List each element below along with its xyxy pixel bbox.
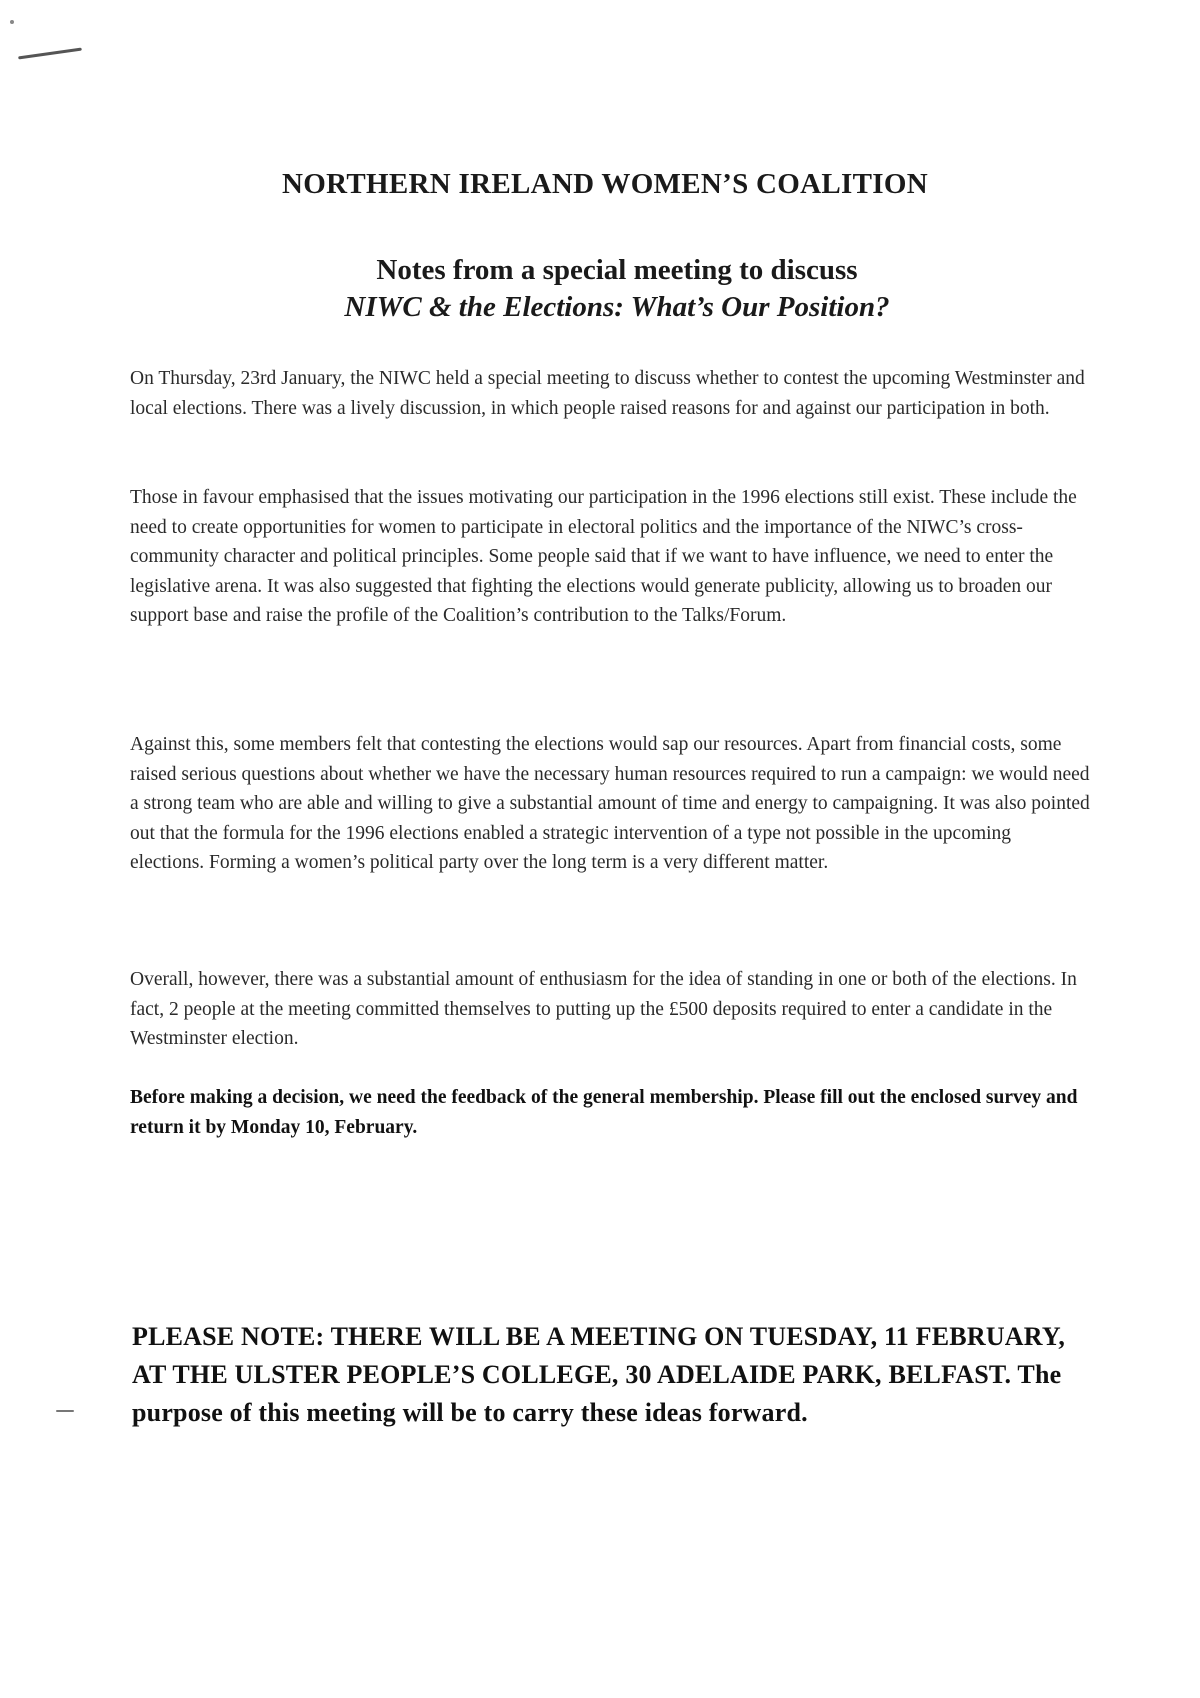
meeting-notice: PLEASE NOTE: THERE WILL BE A MEETING ON TUESDAY, 11 FEBRUARY, AT THE ULSTER PEOPLE’S COLLEGE, 30 ADELAIDE PARK, BELFAST. The purpose of this meeting will be to carry these ideas forward. [132, 1322, 1066, 1427]
scan-mark-top-left [18, 48, 82, 60]
heading-line: Notes from a special meeting to discuss [376, 254, 858, 286]
organization-title: NORTHERN IRELAND WOMEN’S COALITION [282, 168, 928, 200]
scan-mark-left-margin [56, 1410, 74, 1412]
paragraph-meeting-summary [130, 364, 1090, 423]
scan-mark-dot [10, 20, 14, 24]
feedback-request: Before making a decision, we need the feedback of the general membership. Please fill out the enclosed survey and return it by Monday 10, February. [130, 1087, 1078, 1138]
paragraph-text: Against this, some members felt that contesting the elections would sap our resources. Apart from financial costs, some raised serious questions about whether we have the necessary human resources required to run a campaign: we would need a strong team who are able and willing to give a substantial amount of time and energy to campaigning. It was also pointed out that the formula for the 1996 elections enabled a strategic intervention of a type not possible in the upcoming elections. Forming a women’s political party over the long term is a very different matter. [130, 734, 1090, 873]
paragraph-text: Overall, however, there was a substantial amount of enthusiasm for the idea of standing in one or both of the elections. In fact, 2 people at the meeting committed themselves to putting up the £500 deposits required to enter a candidate in the Westminster election. [130, 969, 1077, 1049]
paragraph-arguments-for [130, 483, 1090, 631]
paragraph-text: Those in favour emphasised that the issues motivating our participation in the 1996 elections still exist. These include the need to create opportunities for women to participate in electoral politics and the importance of the NIWC’s cross-community character and political principles. Some people said that if we want to have influence, we need to enter the legislative arena. It was also suggested that fighting the elections would generate publicity, allowing us to broaden our support base and raise the profile of the Coalition’s contribution to the Talks/Forum. [130, 487, 1077, 626]
notes-heading [0, 252, 1200, 326]
paragraph-overall [130, 965, 1090, 1054]
heading-subtitle: NIWC & the Elections: What’s Our Position? [344, 291, 890, 323]
paragraph-text: On Thursday, 23rd January, the NIWC held a special meeting to discuss whether to contest the upcoming Westminster and local elections. There was a lively discussion, in which people raised reasons for and against our participation in both. [130, 368, 1085, 419]
paragraph-arguments-against [130, 730, 1090, 878]
